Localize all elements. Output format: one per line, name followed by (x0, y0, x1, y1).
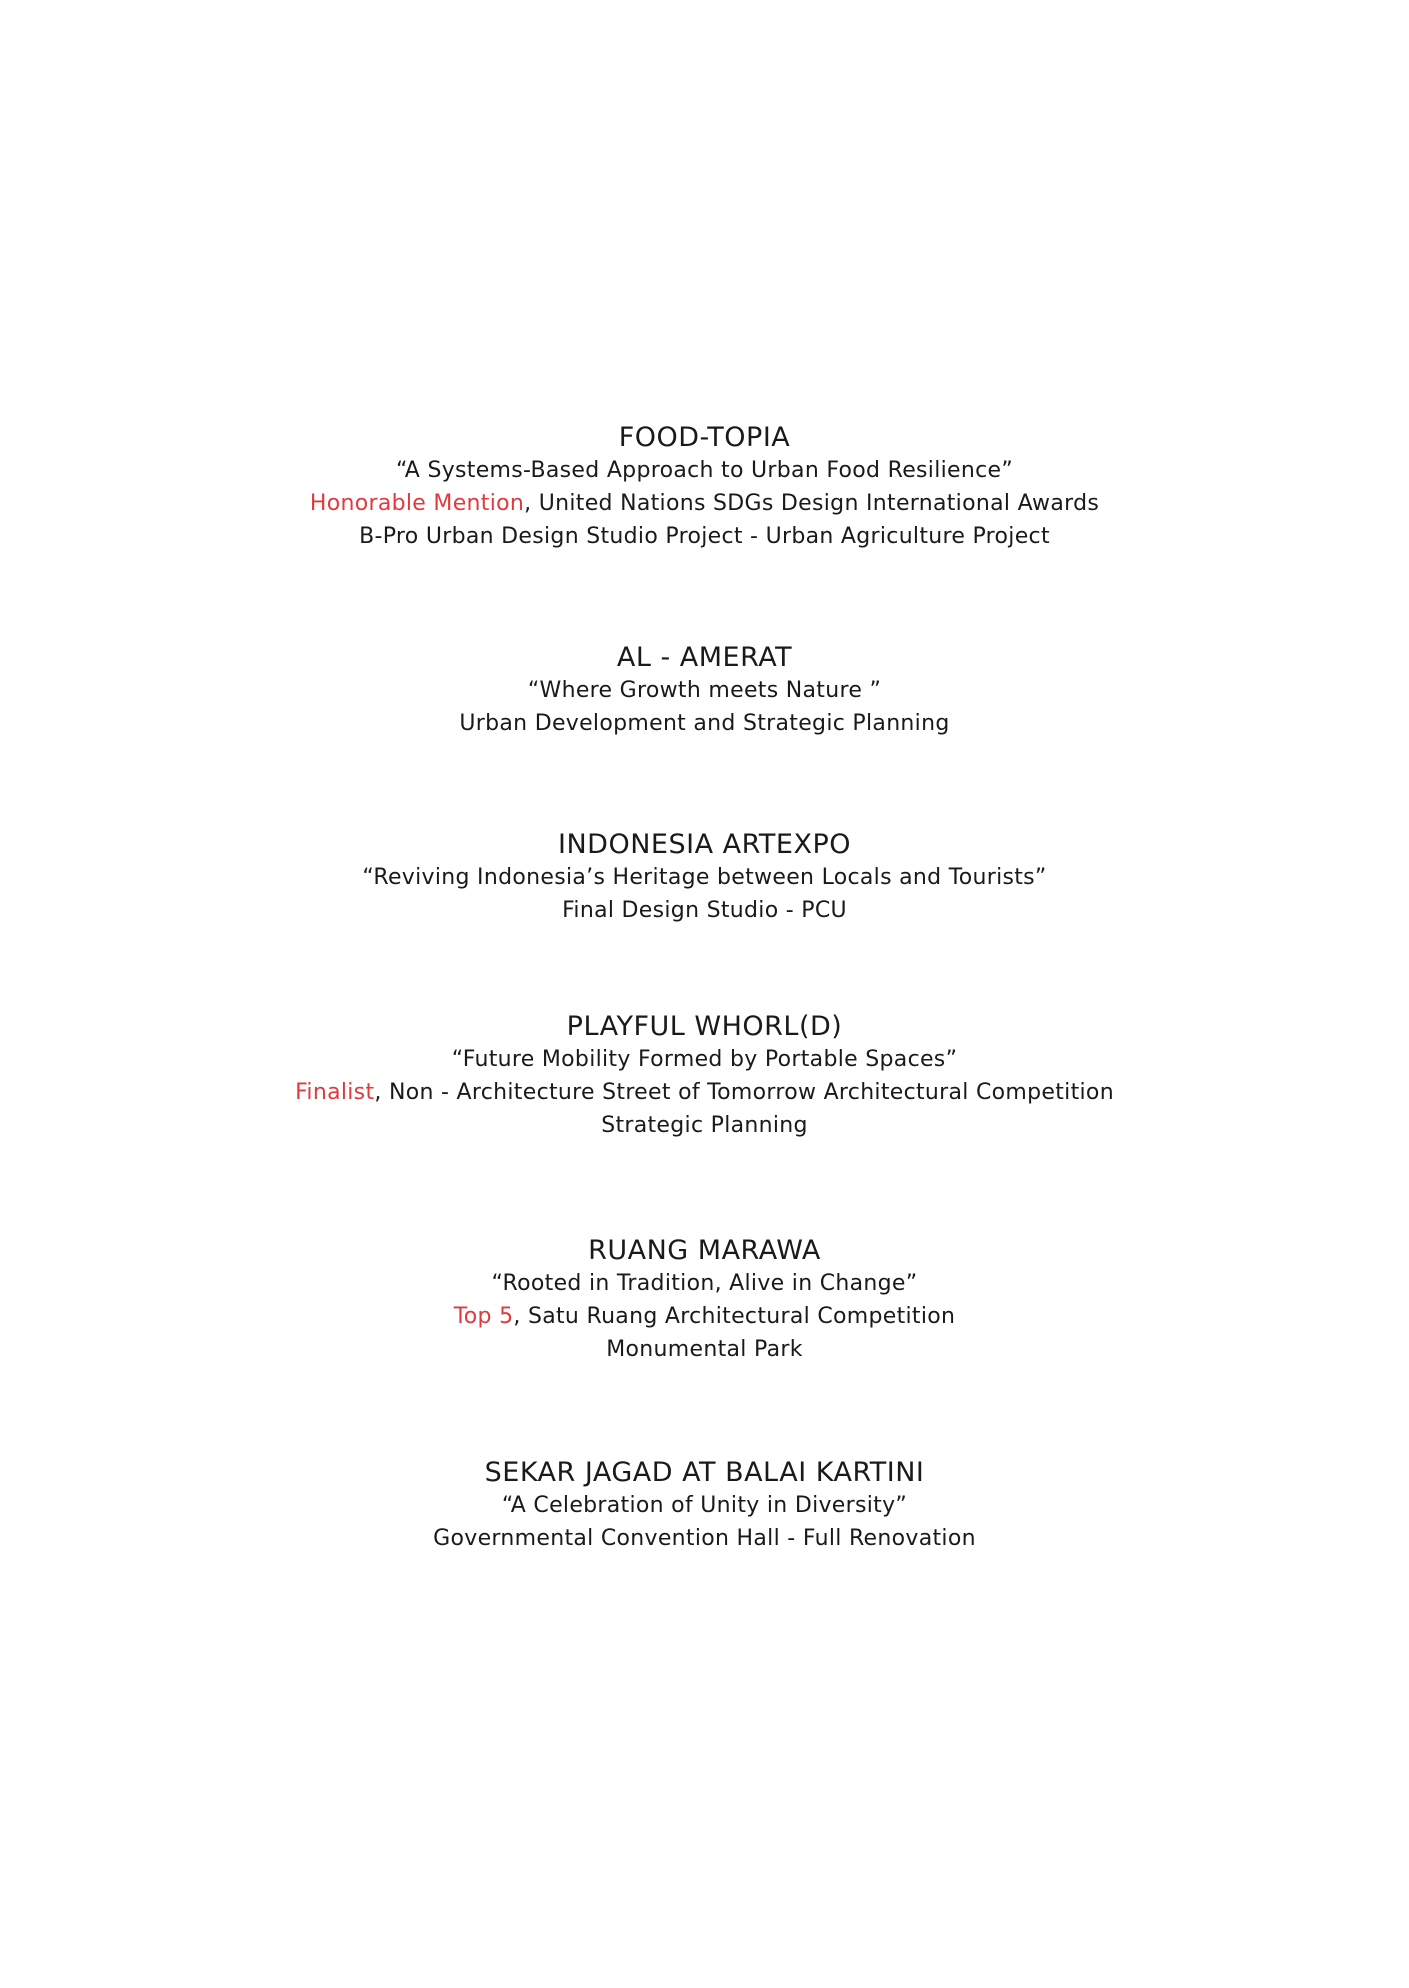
project-title: PLAYFUL WHORL(D) (566, 1011, 843, 1042)
award-detail: , Satu Ruang Architectural Competition (513, 1304, 956, 1329)
project-entry-al-amerat (0, 641, 1409, 740)
project-entry-indonesia-artexpo (0, 828, 1409, 927)
project-title: INDONESIA ARTEXPO (558, 829, 851, 860)
project-tagline: “A Systems-Based Approach to Urban Food Resilience” (395, 458, 1014, 483)
project-category: Monumental Park (606, 1337, 803, 1362)
project-category: Urban Development and Strategic Planning (459, 711, 950, 736)
project-title: SEKAR JAGAD AT BALAI KARTINI (484, 1457, 925, 1488)
project-tagline: “Where Growth meets Nature ” (527, 678, 882, 703)
project-entry-food-topia (0, 421, 1409, 553)
project-entry-sekar-jagad (0, 1456, 1409, 1555)
award-highlight: Top 5 (453, 1304, 514, 1329)
project-title: AL - AMERAT (616, 642, 793, 673)
project-entry-playful-whorld (0, 1010, 1409, 1142)
project-title: RUANG MARAWA (588, 1235, 821, 1266)
project-tagline: “A Celebration of Unity in Diversity” (501, 1493, 908, 1518)
award-detail: , United Nations SDGs Design International Awards (524, 491, 1100, 516)
project-tagline: “Future Mobility Formed by Portable Spaces” (451, 1047, 958, 1072)
project-award (0, 1076, 1409, 1109)
project-category: Governmental Convention Hall - Full Renovation (433, 1526, 976, 1551)
award-highlight: Finalist (295, 1080, 375, 1105)
project-tagline: “Reviving Indonesia’s Heritage between Locals and Tourists” (362, 865, 1047, 890)
project-award (0, 487, 1409, 520)
project-category: Final Design Studio - PCU (562, 898, 847, 923)
project-title: FOOD-TOPIA (618, 422, 791, 453)
project-category: Strategic Planning (601, 1113, 808, 1138)
project-tagline: “Rooted in Tradition, Alive in Change” (491, 1271, 918, 1296)
award-detail: , Non - Architecture Street of Tomorrow Architectural Competition (374, 1080, 1114, 1105)
project-category: B-Pro Urban Design Studio Project - Urban Agriculture Project (359, 524, 1050, 549)
project-entry-ruang-marawa (0, 1234, 1409, 1366)
project-award (0, 1300, 1409, 1333)
award-highlight: Honorable Mention (309, 491, 525, 516)
